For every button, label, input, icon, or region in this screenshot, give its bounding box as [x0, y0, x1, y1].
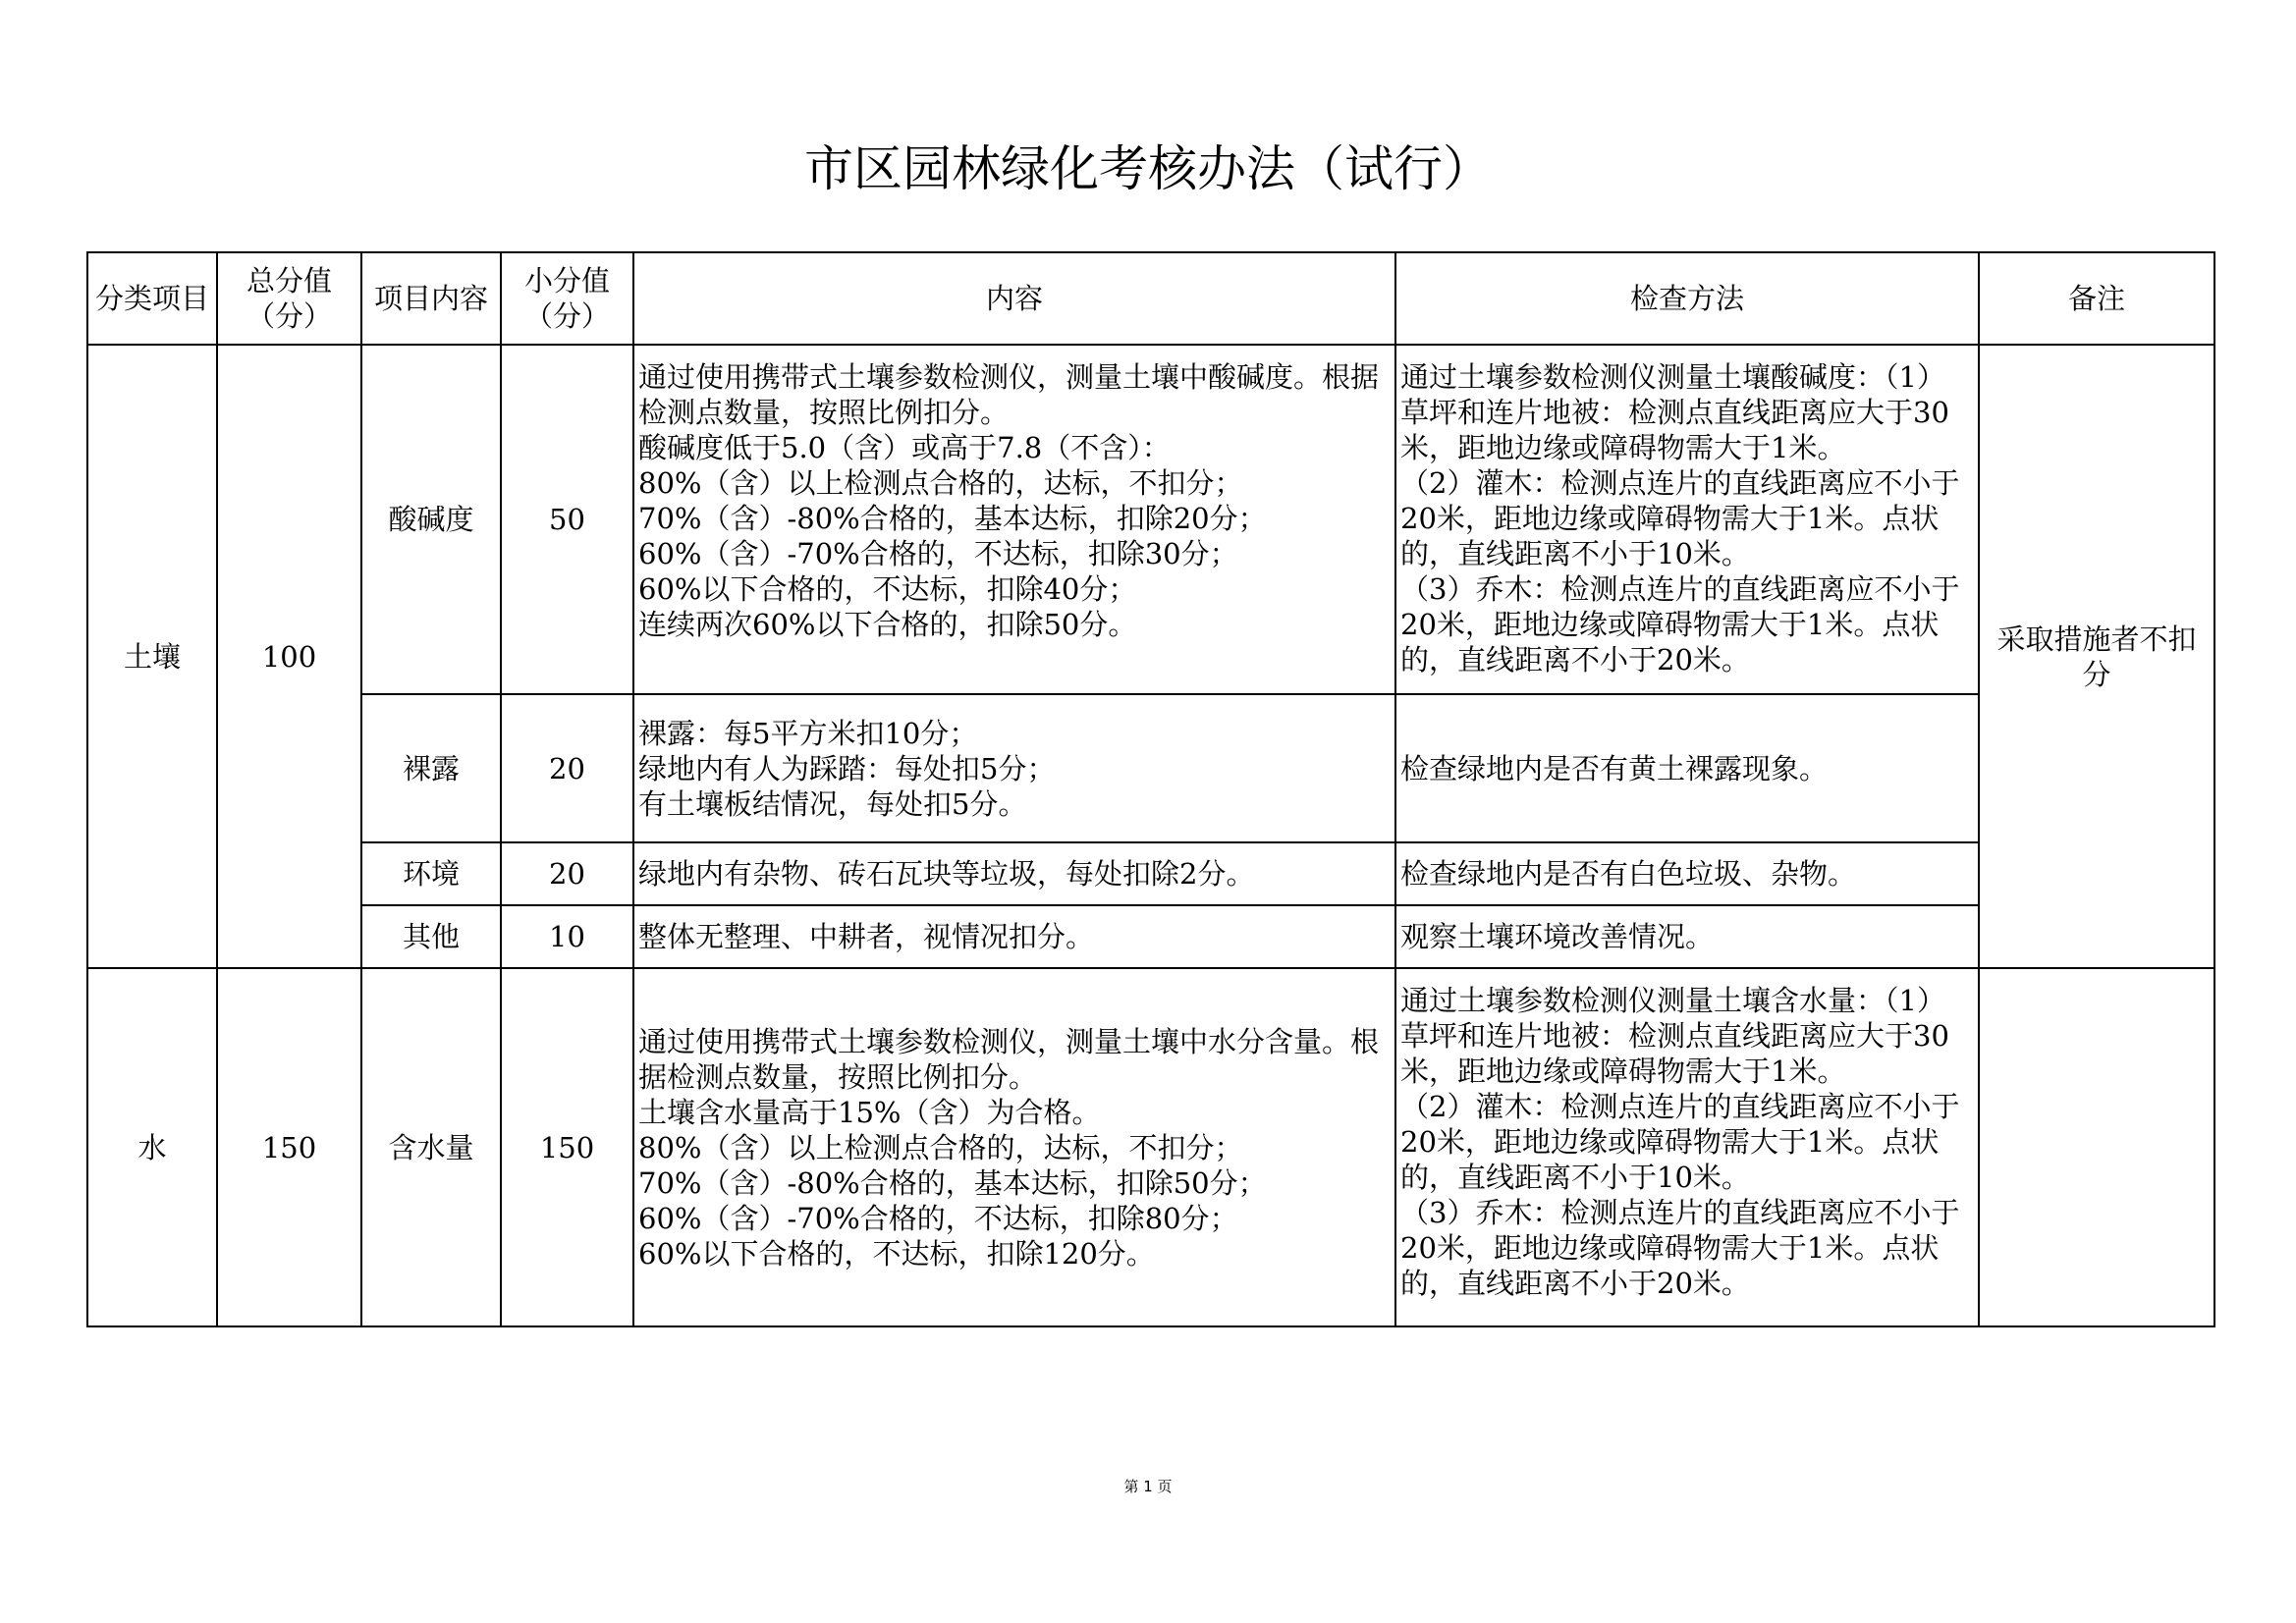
header-total-score — [217, 252, 361, 345]
method-line: 通过土壤参数检测仪测量土壤含水量：（1） — [1400, 984, 1945, 1017]
content-line: 绿地内有杂物、砖石瓦块等垃圾，每处扣除2分。 — [638, 857, 1255, 891]
soil-content-other — [633, 905, 1395, 968]
header-remark: 备注 — [1979, 252, 2214, 345]
header-sub-score — [501, 252, 633, 345]
table-row — [87, 694, 2214, 842]
soil-category: 土壤 — [87, 345, 217, 968]
soil-content-ph — [633, 345, 1395, 694]
header-item: 项目内容 — [361, 252, 501, 345]
method-line: 的，直线距离不小于10米。 — [1400, 537, 1750, 570]
content-line: 60%（含）-70%合格的，不达标，扣除30分； — [638, 537, 1238, 570]
method-line: 检查绿地内是否有白色垃圾、杂物。 — [1400, 857, 1857, 891]
header-total-score-line2: （分） — [246, 299, 332, 333]
content-line: 酸碱度低于5.0（含）或高于7.8（不含）： — [638, 431, 1171, 464]
header-row — [87, 252, 2214, 345]
content-line: 通过使用携带式土壤参数检测仪，测量土壤中水分含量。根 — [638, 1024, 1380, 1058]
soil-remark-line1: 采取措施者不扣 — [1996, 622, 2197, 656]
content-line: 通过使用携带式土壤参数检测仪，测量土壤中酸碱度。根据 — [638, 360, 1380, 394]
method-line: 20米，距地边缘或障碍物需大于1米。点状 — [1400, 608, 1940, 641]
soil-content-environment — [633, 842, 1395, 905]
method-line: 20米，距地边缘或障碍物需大于1米。点状 — [1400, 502, 1940, 535]
water-method-moisture — [1395, 968, 1979, 1326]
content-line: 60%（含）-70%合格的，不达标，扣除80分； — [638, 1201, 1238, 1235]
soil-item-other: 其他 — [361, 905, 501, 968]
water-item-moisture: 含水量 — [361, 968, 501, 1326]
content-line: 70%（含）-80%合格的，基本达标，扣除20分； — [638, 502, 1267, 535]
header-category: 分类项目 — [87, 252, 217, 345]
assessment-table — [86, 251, 2215, 1327]
method-line: （3）乔木：检测点连片的直线距离应不小于 — [1400, 572, 1960, 606]
content-line: 80%（含）以上检测点合格的，达标，不扣分； — [638, 466, 1243, 500]
method-line: 观察土壤环境改善情况。 — [1400, 920, 1715, 953]
method-line: 草坪和连片地被：检测点直线距离应大于30 — [1400, 396, 1949, 429]
soil-content-exposure — [633, 694, 1395, 842]
content-line: 70%（含）-80%合格的，基本达标，扣除50分； — [638, 1165, 1267, 1200]
content-line: 60%以下合格的，不达标，扣除120分。 — [638, 1236, 1155, 1271]
soil-method-other — [1395, 905, 1979, 968]
water-category: 水 — [87, 968, 217, 1326]
water-score-moisture: 150 — [501, 968, 633, 1326]
soil-total-score: 100 — [217, 345, 361, 968]
method-line: 20米，距地边缘或障碍物需大于1米。点状 — [1400, 1125, 1940, 1159]
method-line: （3）乔木：检测点连片的直线距离应不小于 — [1400, 1196, 1960, 1229]
content-line: 连续两次60%以下合格的，扣除50分。 — [638, 608, 1137, 641]
water-remark — [1979, 968, 2214, 1326]
method-line: （2）灌木：检测点连片的直线距离应不小于 — [1400, 466, 1960, 500]
content-line: 土壤含水量高于15%（含）为合格。 — [638, 1095, 1101, 1129]
soil-score-exposure: 20 — [501, 694, 633, 842]
content-line: 裸露：每5平方米扣10分； — [638, 716, 978, 750]
method-line: 米，距地边缘或障碍物需大于1米。 — [1400, 431, 1846, 464]
method-line: 20米，距地边缘或障碍物需大于1米。点状 — [1400, 1231, 1940, 1265]
soil-score-ph: 50 — [501, 345, 633, 694]
header-sub-score-line1: 小分值 — [523, 264, 610, 298]
content-line: 60%以下合格的，不达标，扣除40分； — [638, 572, 1137, 606]
method-line: 的，直线距离不小于20米。 — [1400, 643, 1750, 676]
soil-method-exposure — [1395, 694, 1979, 842]
table-row — [87, 842, 2214, 905]
method-line: 通过土壤参数检测仪测量土壤酸碱度：（1） — [1400, 360, 1945, 394]
content-line: 整体无整理、中耕者，视情况扣分。 — [638, 920, 1095, 953]
content-line: 80%（含）以上检测点合格的，达标，不扣分； — [638, 1130, 1243, 1164]
header-method: 检查方法 — [1395, 252, 1979, 345]
water-content-moisture — [633, 968, 1395, 1326]
soil-remark — [1979, 345, 2214, 968]
header-content: 内容 — [633, 252, 1395, 345]
page-number: 第 1 页 — [1123, 1478, 1173, 1495]
soil-score-other: 10 — [501, 905, 633, 968]
table-row — [87, 345, 2214, 694]
table-row — [87, 905, 2214, 968]
method-line: 草坪和连片地被：检测点直线距离应大于30 — [1400, 1019, 1949, 1053]
content-line: 据检测点数量，按照比例扣分。 — [638, 1059, 1038, 1094]
content-line: 有土壤板结情况，每处扣5分。 — [638, 786, 1027, 821]
content-line: 检测点数量，按照比例扣分。 — [638, 396, 1010, 429]
method-line: （2）灌木：检测点连片的直线距离应不小于 — [1400, 1090, 1960, 1123]
soil-method-ph — [1395, 345, 1979, 694]
soil-item-environment: 环境 — [361, 842, 501, 905]
water-total-score: 150 — [217, 968, 361, 1326]
soil-method-environment — [1395, 842, 1979, 905]
method-line: 米，距地边缘或障碍物需大于1米。 — [1400, 1055, 1846, 1088]
soil-item-ph: 酸碱度 — [361, 345, 501, 694]
method-line: 的，直线距离不小于20米。 — [1400, 1267, 1750, 1300]
content-line: 绿地内有人为踩踏：每处扣5分； — [638, 751, 1056, 785]
header-sub-score-line2: （分） — [523, 299, 610, 333]
page-title: 市区园林绿化考核办法（试行） — [804, 140, 1492, 197]
soil-score-environment: 20 — [501, 842, 633, 905]
table-row — [87, 968, 2214, 1326]
method-line: 的，直线距离不小于10米。 — [1400, 1161, 1750, 1194]
soil-remark-line2: 分 — [2082, 657, 2111, 691]
method-line: 检查绿地内是否有黄土裸露现象。 — [1400, 751, 1829, 785]
soil-item-exposure: 裸露 — [361, 694, 501, 842]
header-total-score-line1: 总分值 — [246, 264, 332, 298]
